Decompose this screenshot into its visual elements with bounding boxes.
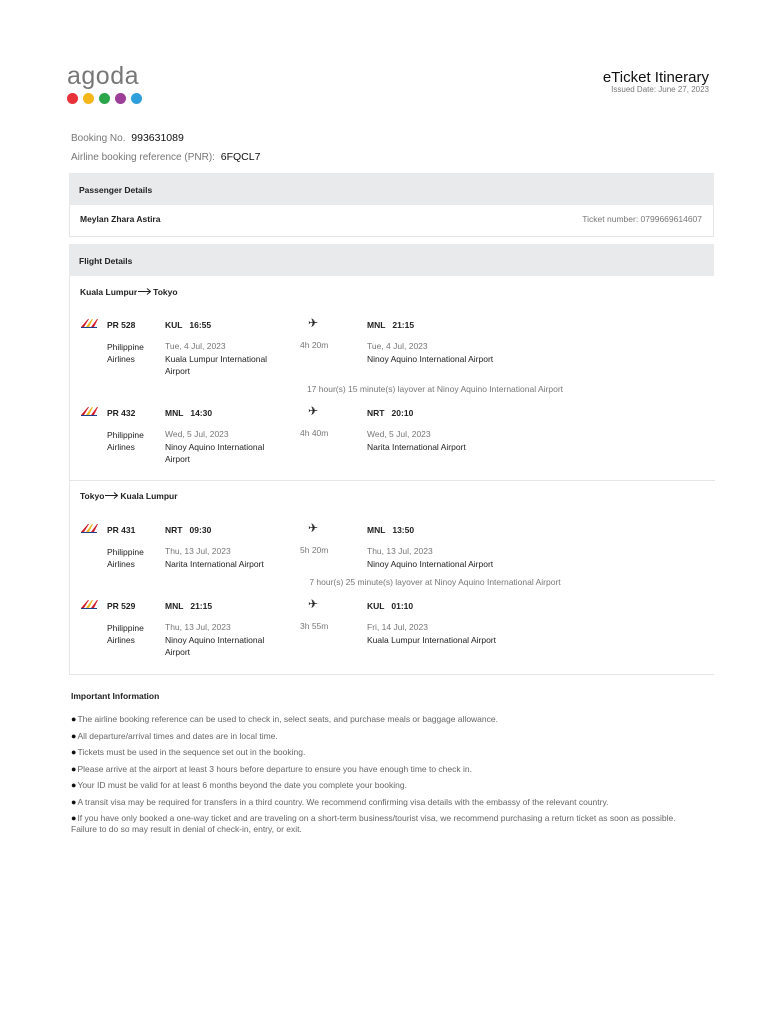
flight-number: PR 431 xyxy=(107,525,136,535)
arrival-airport: Ninoy Aquino International Airport xyxy=(367,354,494,364)
logo-dot-purple xyxy=(115,93,126,104)
logo-dots xyxy=(67,93,149,104)
flight-section-header: Flight Details xyxy=(69,244,714,276)
route-title xyxy=(80,491,178,501)
passenger-section-header: Passenger Details xyxy=(69,173,714,205)
bullet-icon: ● xyxy=(71,763,77,774)
pnr-value: 6FQCL7 xyxy=(220,151,261,163)
info-item-text: Please arrive at the airport at least 3 hours before departure to ensure you have enough time to check in. xyxy=(77,763,472,774)
arrival-time: KUL 01:10 xyxy=(367,601,414,611)
arrival-date: Fri, 14 Jul, 2023 xyxy=(367,622,428,632)
route-origin: Tokyo xyxy=(80,491,105,501)
departure-time: KUL 16:55 xyxy=(165,320,212,330)
arrival-time: NRT 20:10 xyxy=(367,408,414,418)
info-item-text: The airline booking reference can be used to check in, select seats, and purchase meals or baggage allowance. xyxy=(77,714,498,724)
info-item xyxy=(71,813,701,835)
departure-airport: Kuala Lumpur International Airport xyxy=(165,354,268,376)
flight-duration: 4h 20m xyxy=(300,340,329,350)
arrival-date: Wed, 5 Jul, 2023 xyxy=(367,429,431,439)
flight-leg xyxy=(70,598,715,670)
bullet-icon: ● xyxy=(71,813,77,823)
agoda-logo xyxy=(67,64,149,106)
info-item xyxy=(71,797,701,808)
route-origin: Kuala Lumpur xyxy=(80,287,138,297)
booking-number-label: Booking No. xyxy=(71,133,126,144)
info-item-text: Your ID must be valid for at least 6 months beyond the date you complete your booking. xyxy=(77,780,407,790)
logo-dot-green xyxy=(99,93,110,104)
passenger-name: Meylan Zhara Astira xyxy=(80,214,161,224)
ticket-number: Ticket number: 0799669614607 xyxy=(582,214,702,224)
arrow-right-icon xyxy=(138,287,152,297)
flight-number: PR 528 xyxy=(107,320,136,330)
info-item-text: If you have only booked a one-way ticket and are traveling on a short-term business/tourist visa, we recommend purchasing a return ticket as soon as possible. Failure to do so may result in denial of check-in, entry, or exit. xyxy=(71,813,676,834)
flight-duration: 3h 55m xyxy=(300,621,329,631)
important-info-list xyxy=(71,714,701,841)
info-item xyxy=(71,731,701,742)
departure-date: Thu, 13 Jul, 2023 xyxy=(165,546,231,556)
arrival-airport: Narita International Airport xyxy=(367,442,466,452)
airline-name: Philippine Airlines xyxy=(107,547,144,569)
flight-details-box xyxy=(69,276,714,675)
route-destination: Kuala Lumpur xyxy=(120,491,178,501)
logo-dot-red xyxy=(67,93,78,104)
layover-info: 17 hour(s) 15 minute(s) layover at Ninoy Aquino International Airport xyxy=(306,384,564,394)
passenger-row xyxy=(69,205,714,237)
important-info-title: Important Information xyxy=(71,691,160,701)
info-item xyxy=(71,764,701,775)
info-item xyxy=(71,714,701,725)
arrival-airport: Ninoy Aquino International Airport xyxy=(367,559,494,569)
flight-number: PR 432 xyxy=(107,408,136,418)
plane-icon: ✈ xyxy=(308,597,319,611)
departure-time: NRT 09:30 xyxy=(165,525,212,535)
plane-icon: ✈ xyxy=(308,316,319,330)
arrow-right-icon xyxy=(105,491,119,501)
route-title xyxy=(80,287,178,297)
arrival-date: Tue, 4 Jul, 2023 xyxy=(367,341,428,351)
bullet-icon: ● xyxy=(71,780,77,790)
flight-leg xyxy=(70,405,715,477)
document-title: eTicket Itinerary xyxy=(602,69,709,86)
info-item-text: All departure/arrival times and dates are in local time. xyxy=(77,730,278,741)
flight-leg xyxy=(70,317,715,389)
bullet-icon: ● xyxy=(71,730,77,741)
route-divider xyxy=(70,480,715,481)
departure-date: Tue, 4 Jul, 2023 xyxy=(165,341,226,351)
logo-wordmark: agoda xyxy=(67,62,140,90)
info-item-text: A transit visa may be required for transfers in a third country. We recommend confirming visa details with the embassy of the relevant country. xyxy=(77,796,609,807)
bullet-icon: ● xyxy=(71,747,77,757)
bullet-icon: ● xyxy=(71,714,77,724)
departure-airport: Ninoy Aquino International Airport xyxy=(165,442,265,464)
airline-name: Philippine Airlines xyxy=(107,430,144,452)
pnr-line xyxy=(71,151,260,163)
departure-time: MNL 14:30 xyxy=(165,408,213,418)
info-item-text: Tickets must be used in the sequence set out in the booking. xyxy=(77,747,306,757)
flight-number: PR 529 xyxy=(107,601,136,611)
flight-duration: 5h 20m xyxy=(300,545,329,555)
departure-date: Wed, 5 Jul, 2023 xyxy=(165,429,229,439)
plane-icon: ✈ xyxy=(308,404,319,418)
departure-time: MNL 21:15 xyxy=(165,601,213,611)
booking-number-value: 993631089 xyxy=(131,132,184,144)
airline-name: Philippine Airlines xyxy=(107,623,144,645)
arrival-airport: Kuala Lumpur International Airport xyxy=(367,635,496,645)
info-item xyxy=(71,747,701,758)
airline-logo-icon xyxy=(81,318,99,328)
airline-logo-icon xyxy=(81,406,99,416)
arrival-time: MNL 21:15 xyxy=(367,320,415,330)
airline-logo-icon xyxy=(81,599,99,609)
departure-airport: Narita International Airport xyxy=(165,559,264,569)
flight-duration: 4h 40m xyxy=(300,428,329,438)
info-item xyxy=(71,780,701,791)
departure-date: Thu, 13 Jul, 2023 xyxy=(165,622,231,632)
departure-airport: Ninoy Aquino International Airport xyxy=(165,635,265,657)
route-destination: Tokyo xyxy=(153,287,178,297)
arrival-time: MNL 13:50 xyxy=(367,525,415,535)
logo-dot-yellow xyxy=(83,93,94,104)
booking-number-line xyxy=(71,132,184,144)
plane-icon: ✈ xyxy=(308,521,319,535)
airline-logo-icon xyxy=(81,523,99,533)
issued-date: Issued Date: June 27, 2023 xyxy=(611,85,709,94)
layover-info: 7 hour(s) 25 minute(s) layover at Ninoy Aquino International Airport xyxy=(309,577,561,587)
pnr-label: Airline booking reference (PNR): xyxy=(71,152,215,163)
bullet-icon: ● xyxy=(71,796,77,807)
arrival-date: Thu, 13 Jul, 2023 xyxy=(367,546,433,556)
logo-dot-blue xyxy=(131,93,142,104)
airline-name: Philippine Airlines xyxy=(107,342,144,364)
